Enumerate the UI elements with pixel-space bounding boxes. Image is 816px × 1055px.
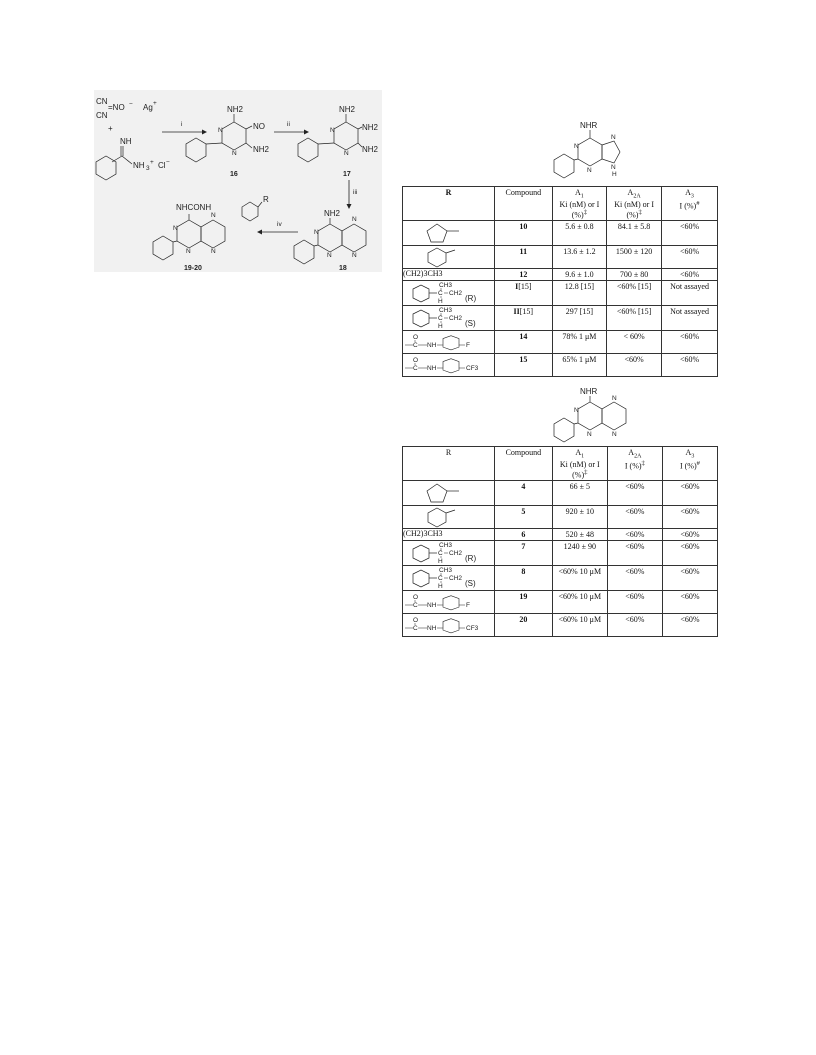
svg-text:N: N (352, 216, 357, 223)
reagent-cl: Cl (158, 161, 166, 170)
r-group-cell (403, 506, 495, 529)
svg-text:O: O (413, 357, 419, 365)
purine-core-structure (530, 118, 650, 190)
reagent-no-charge: − (129, 101, 133, 108)
svg-text:CH3: CH3 (439, 542, 453, 550)
table-row (403, 481, 718, 506)
compound-cell (495, 481, 553, 506)
svg-text:O: O (413, 334, 419, 342)
reagent-ag-charge: + (153, 100, 157, 107)
cyclopentyl-r-group (403, 481, 489, 505)
svg-text:NH: NH (427, 602, 437, 610)
compound-17-label: 17 (343, 171, 351, 178)
pteridine-core-structure (530, 384, 650, 446)
compound-id: 10 (519, 222, 528, 232)
svg-text:C: C (438, 290, 443, 298)
svg-text:N: N (611, 134, 616, 141)
a3-value: Not assayed (662, 306, 718, 331)
table-row (403, 221, 718, 246)
svg-text:N: N (211, 248, 216, 255)
svg-text:H: H (438, 323, 443, 331)
a2a-value: <60% (607, 614, 662, 637)
a3-value: <60% (662, 354, 718, 377)
c16-top-group: NH2 (227, 105, 244, 114)
a1-value: <60% 10 μM (552, 614, 607, 637)
svg-text:3: 3 (146, 165, 150, 172)
table-row (403, 506, 718, 529)
a2a-value: <60% (607, 481, 662, 506)
compound-id: I (515, 282, 519, 292)
compound-id: 8 (521, 567, 526, 577)
svg-text:N: N (587, 167, 592, 174)
table1-header-r: R (445, 188, 452, 197)
a2a-value: <60% [15] (607, 306, 662, 331)
r-group-cell (403, 331, 495, 354)
compound-cell (495, 354, 553, 377)
compound-18-label: 18 (339, 265, 347, 272)
r-group-cell (403, 306, 495, 331)
svg-text:CF3: CF3 (466, 625, 479, 633)
a1-value: 65% 1 μM (552, 354, 607, 377)
svg-text:CH2: CH2 (449, 550, 463, 558)
svg-text:N: N (574, 143, 579, 150)
a3-value: <60% (662, 481, 717, 506)
compound-cell (495, 506, 553, 529)
pteridine-nhr: NHR (580, 387, 598, 396)
reagent-cn-bottom: CN (96, 111, 108, 120)
aryl-urea-r-group (403, 354, 489, 376)
butyl-r-group: (CH2)3CH3 (403, 529, 443, 539)
svg-text:CH2: CH2 (449, 575, 463, 583)
svg-text:H: H (438, 298, 443, 306)
r-group-cell (403, 614, 495, 637)
compound-18-structure (294, 209, 366, 272)
compound-cell (495, 566, 553, 591)
purine-nhr: NHR (580, 121, 598, 130)
compound-cell (495, 591, 553, 614)
compound-cell (495, 281, 553, 306)
compound-cell (495, 331, 553, 354)
svg-text:H: H (612, 171, 617, 178)
table1-body (403, 221, 718, 377)
table-row (403, 354, 718, 377)
r-group-cell (403, 591, 495, 614)
svg-text:C: C (413, 625, 418, 633)
compound-id: II (513, 307, 520, 317)
svg-text:CH2: CH2 (449, 290, 463, 298)
stereo-tag: (R) (465, 554, 477, 564)
a3-value: <60% (662, 566, 717, 591)
svg-text:N: N (352, 252, 357, 259)
a1-value: <60% 10 μM (552, 591, 607, 614)
a3-value: <60% (662, 614, 717, 637)
compound-id: 14 (519, 332, 528, 342)
a2a-value: 84.1 ± 5.8 (607, 221, 662, 246)
table-purine-affinity (402, 186, 718, 377)
compound-cell (495, 246, 553, 269)
compound-cell (495, 614, 553, 637)
svg-text:N: N (314, 229, 319, 236)
svg-text:CH3: CH3 (439, 567, 453, 575)
a1-value: <60% 10 μM (552, 566, 607, 591)
svg-text:CH3: CH3 (439, 282, 453, 290)
table2-header-a3: $A_3$ I (%)# (662, 447, 717, 481)
a3-value: <60% (662, 591, 717, 614)
step-ii-label: ii (287, 121, 290, 128)
cyclopentyl-r-group (403, 221, 489, 245)
svg-text:N: N (587, 431, 592, 438)
svg-text:N: N (232, 150, 237, 157)
r-group-cell (403, 529, 495, 541)
a2a-value: <60% (607, 591, 662, 614)
phenylpropyl-r-group (403, 541, 489, 565)
svg-text:F: F (466, 342, 470, 350)
a1-value: 13.6 ± 1.2 (552, 246, 607, 269)
a2a-value: 1500 ± 120 (607, 246, 662, 269)
svg-text:N: N (612, 395, 617, 402)
a3-value: Not assayed (662, 281, 718, 306)
a1-value: 920 ± 10 (552, 506, 607, 529)
a1-value: 1240 ± 90 (552, 541, 607, 566)
a1-value: 5.6 ± 0.8 (552, 221, 607, 246)
table1-header-row (403, 187, 718, 221)
compound-id: 5 (521, 507, 526, 517)
table-row (403, 566, 718, 591)
svg-text:CH3: CH3 (439, 307, 453, 315)
r-group-cell (403, 281, 495, 306)
compound-cell (495, 269, 553, 281)
compound-17-structure (298, 105, 379, 178)
r-group-cell (403, 566, 495, 591)
r-group-cell (403, 269, 495, 281)
svg-text:CH2: CH2 (449, 315, 463, 323)
butyl-r-group: (CH2)3CH3 (403, 269, 443, 279)
a3-value: <60% (662, 541, 717, 566)
c18-top-group: NH2 (324, 209, 341, 218)
r-group-cell (403, 354, 495, 377)
r-group-cell (403, 481, 495, 506)
svg-text:N: N (574, 407, 579, 414)
compound-19-20-label: 19-20 (184, 265, 202, 272)
table2-header-r: R (403, 447, 495, 481)
table1-header-a3: $A_3$ I (%)# (662, 187, 718, 221)
svg-text:N: N (218, 127, 223, 134)
svg-text:−: − (166, 159, 170, 166)
r-group-cell (403, 541, 495, 566)
c16-no-group: NO (253, 122, 265, 131)
reagent-nh: NH (120, 137, 132, 146)
compound-16-structure (186, 105, 270, 178)
table-row (403, 529, 718, 541)
compound-id: 7 (521, 542, 526, 552)
svg-text:C: C (438, 550, 443, 558)
compound-ref: [15] (519, 307, 534, 317)
compound-ref: [15] (518, 282, 532, 292)
a3-value: <60% (662, 221, 718, 246)
compound-cell (495, 306, 553, 331)
compound-cell (495, 529, 553, 541)
a3-value: <60% (662, 246, 718, 269)
phenylpropyl-r-group (403, 281, 489, 305)
table-row (403, 614, 718, 637)
scheme-svg (94, 90, 382, 272)
cyclohexyl-r-group (403, 246, 489, 268)
c16-bottom-group: NH2 (253, 145, 270, 154)
compound-cell (495, 221, 553, 246)
compound-id: 12 (519, 270, 528, 280)
a2a-value: 700 ± 80 (607, 269, 662, 281)
table2-header-a1: $A_1$ Ki (nM) or I (%)‡ (552, 447, 607, 481)
a2a-value: <60% (607, 506, 662, 529)
r-group-cell (403, 246, 495, 269)
svg-text:O: O (413, 594, 419, 602)
compound-id: 20 (519, 615, 528, 625)
svg-text:C: C (438, 575, 443, 583)
c17-bottom-group: NH2 (362, 145, 379, 154)
a2a-value: <60% (607, 529, 662, 541)
svg-text:N: N (611, 164, 616, 171)
table2-header-compound: Compound (495, 447, 553, 481)
stereo-tag: (S) (465, 579, 476, 589)
svg-text:+: + (150, 159, 154, 166)
reagent-cn-top: CN (96, 97, 108, 106)
table-row (403, 331, 718, 354)
svg-text:H: H (438, 583, 443, 591)
svg-text:N: N (330, 127, 335, 134)
svg-text:N: N (173, 225, 178, 232)
a1-value: 78% 1 μM (552, 331, 607, 354)
synthesis-scheme (94, 90, 382, 272)
cyclohexyl-r-group (403, 506, 489, 528)
a1-value: 66 ± 5 (552, 481, 607, 506)
a2a-value: <60% (607, 566, 662, 591)
step-i-label: i (181, 121, 183, 128)
stereo-tag: (R) (465, 294, 477, 304)
c1920-r-group: R (263, 195, 269, 204)
r-group-cell (403, 221, 495, 246)
svg-text:H: H (438, 558, 443, 566)
a1-value: 9.6 ± 1.0 (552, 269, 607, 281)
a3-value: <60% (662, 331, 718, 354)
table-pteridine-affinity (402, 446, 718, 637)
svg-text:N: N (327, 252, 332, 259)
svg-text:N: N (186, 248, 191, 255)
svg-text:CF3: CF3 (466, 365, 479, 373)
svg-text:O: O (413, 617, 419, 625)
table-row (403, 269, 718, 281)
a1-value: 12.8 [15] (552, 281, 607, 306)
table2-header-a2a: $A_{2A}$ I (%)‡ (607, 447, 662, 481)
table1-header-a1: $A_1$ Ki (nM) or I (%)‡ (552, 187, 607, 221)
c17-top-group: NH2 (339, 105, 356, 114)
reagent-plus: + (108, 124, 113, 133)
a2a-value: <60% (607, 354, 662, 377)
c17-mid-group: NH2 (362, 123, 379, 132)
svg-text:NH: NH (427, 625, 437, 633)
a1-value: 520 ± 48 (552, 529, 607, 541)
aryl-urea-r-group (403, 614, 489, 636)
c1920-top-group: NHCONH (176, 203, 212, 212)
table-row (403, 591, 718, 614)
compound-id: 11 (519, 247, 528, 257)
svg-text:C: C (413, 342, 418, 350)
svg-text:C: C (413, 365, 418, 373)
svg-text:NH: NH (427, 342, 437, 350)
step-iii-label: iii (353, 189, 358, 196)
table2-header-row (403, 447, 718, 481)
compound-id: 19 (519, 592, 528, 602)
reagent-no: =NO (108, 103, 125, 112)
table2-body (403, 481, 718, 637)
aryl-urea-r-group (403, 591, 489, 613)
phenylpropyl-r-group (403, 306, 489, 330)
table1-header-compound: Compound (495, 187, 553, 221)
table-row (403, 281, 718, 306)
aryl-urea-r-group (403, 331, 489, 353)
table1-header-a2a: $A_{2A}$ Ki (nM) or I (%)‡ (607, 187, 662, 221)
stereo-tag: (S) (465, 319, 476, 329)
a3-value: <60% (662, 506, 717, 529)
table-row (403, 306, 718, 331)
phenylpropyl-r-group (403, 566, 489, 590)
svg-text:N: N (211, 212, 216, 219)
a2a-value: <60% (607, 541, 662, 566)
a3-value: <60% (662, 529, 717, 541)
compound-id: 6 (521, 530, 526, 540)
svg-text:C: C (413, 602, 418, 610)
a2a-value: < 60% (607, 331, 662, 354)
table-row (403, 541, 718, 566)
a2a-value: <60% [15] (607, 281, 662, 306)
table-row (403, 246, 718, 269)
compound-cell (495, 541, 553, 566)
reagent-nh3: NH (133, 161, 145, 170)
compound-16-label: 16 (230, 171, 238, 178)
a1-value: 297 [15] (552, 306, 607, 331)
compound-id: 15 (519, 355, 528, 365)
compound-19-20-structure (153, 195, 269, 272)
step-iv-label: iv (277, 221, 282, 228)
svg-text:F: F (466, 602, 470, 610)
svg-text:NH: NH (427, 365, 437, 373)
a3-value: <60% (662, 269, 718, 281)
reagent-ag: Ag (143, 103, 153, 112)
svg-text:N: N (344, 150, 349, 157)
compound-id: 4 (521, 482, 526, 492)
svg-text:C: C (438, 315, 443, 323)
svg-text:N: N (612, 431, 617, 438)
